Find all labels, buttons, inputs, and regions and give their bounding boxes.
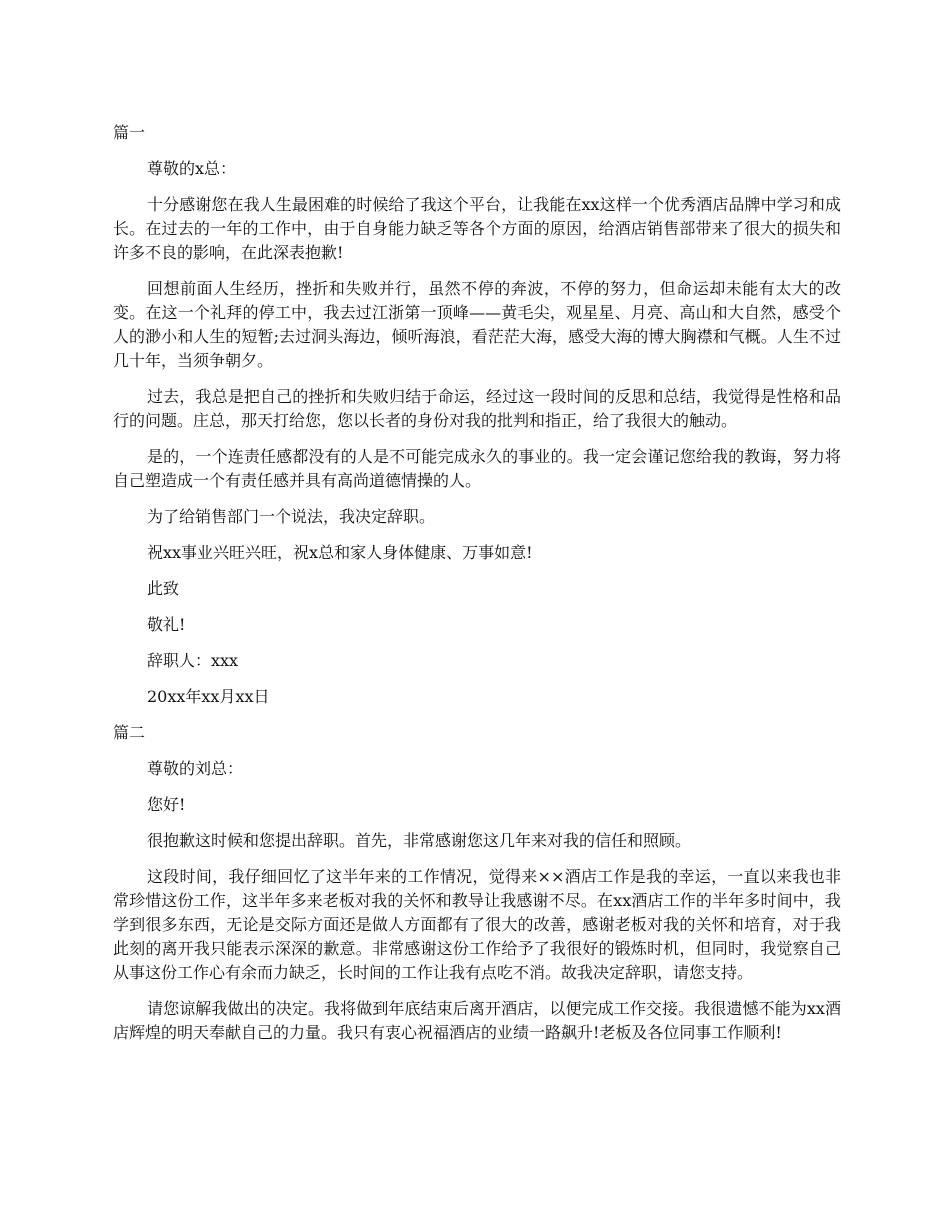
closing-wish: 祝xx事业兴旺兴旺，祝x总和家人身体健康、万事如意!	[147, 543, 533, 562]
body-paragraph: 回想前面人生经历，挫折和失败并行，虽然不停的奔波，不停的努力，但命运却未能有太大的改变。在这一个礼拜的停工中，我去过江浙第一顶峰——黄毛尖，观星星、月亮、高山和大自然，感受个人的渺小和人生的短暂;去过洞头海边，倾听海浪，看茫茫大海，感受大海的博大胸襟和气概。人生不过几十年，当须争朝夕。	[113, 279, 841, 370]
salutation: 尊敬的x总：	[147, 159, 237, 178]
section-heading-2: 篇二	[113, 723, 146, 742]
greeting: 您好!	[147, 795, 186, 814]
document-page	[113, 121, 841, 1057]
body-paragraph: 过去，我总是把自己的挫折和失败归结于命运，经过这一段时间的反思和总结，我觉得是性格和品行的问题。庄总，那天打给您，您以长者的身份对我的批判和指正，给了我很大的触动。	[113, 387, 841, 430]
body-paragraph: 是的，一个连责任感都没有的人是不可能完成永久的事业的。我一定会谨记您给我的教诲，努力将自己塑造成一个有责任感并具有高尚道德情操的人。	[113, 447, 841, 490]
section-heading-1: 篇一	[113, 123, 146, 142]
date-line: 20xx年xx月xx日	[147, 687, 270, 706]
body-paragraph: 很抱歉这时候和您提出辞职。首先，非常感谢您这几年来对我的信任和照顾。	[147, 831, 692, 850]
body-paragraph: 这段时间，我仔细回忆了这半年来的工作情况，觉得来××酒店工作是我的幸运，一直以来我也非常珍惜这份工作，这半年多来老板对我的关怀和教导让我感谢不尽。在xx酒店工作的半年多时间中，我学到很多东西，无论是交际方面还是做人方面都有了很大的改善，感谢老板对我的关怀和培育，对于我此刻的离开我只能表示深深的歉意。非常感谢这份工作给予了我很好的锻炼时机，但同时，我觉察自己从事这份工作心有余而力缺乏，长时间的工作让我有点吃不消。故我决定辞职，请您支持。	[113, 867, 841, 982]
salutation: 尊敬的刘总：	[147, 759, 244, 778]
body-paragraph: 十分感谢您在我人生最困难的时候给了我这个平台，让我能在xx这样一个优秀酒店品牌中学习和成长。在过去的一年的工作中，由于自身能力缺乏等各个方面的原因，给酒店销售部带来了很大的损失和许多不良的影响，在此深表抱歉!	[113, 195, 841, 262]
body-paragraph: 请您谅解我做出的决定。我将做到年底结束后离开酒店，以便完成工作交接。我很遗憾不能为xx酒店辉煌的明天奉献自己的力量。我只有衷心祝福酒店的业绩一路飙升!老板及各位同事工作顺利!	[113, 999, 841, 1042]
closing-line: 此致	[147, 579, 180, 598]
closing-salute: 敬礼!	[147, 615, 186, 634]
signature: 辞职人：xxx	[147, 651, 239, 670]
body-paragraph: 为了给销售部门一个说法，我决定辞职。	[147, 507, 436, 526]
